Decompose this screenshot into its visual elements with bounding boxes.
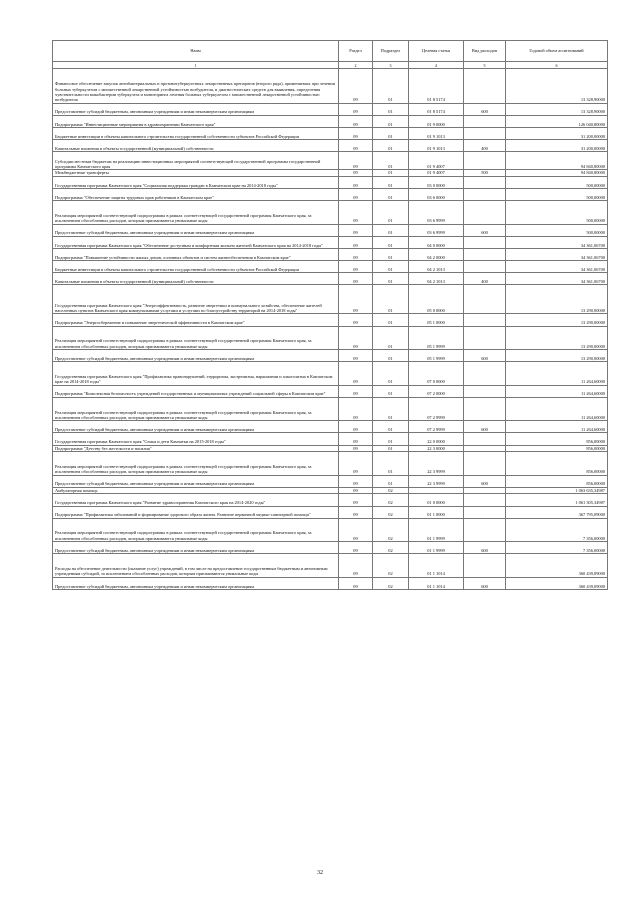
cell-target: 05 0 0000: [409, 285, 464, 314]
cell-amount: 11 264,60000: [506, 397, 608, 420]
cell-sub: 01: [373, 170, 409, 177]
cell-sub: 01: [373, 326, 409, 349]
table-row: [53, 326, 608, 349]
cell-name: Предоставление субсидий бюджетным, автономным учреждениям и иным некоммерческим организациям: [53, 542, 339, 554]
cell-exp: [464, 362, 506, 385]
cell-sub: 01: [373, 421, 409, 433]
header-row: [53, 41, 608, 62]
cell-sub: 01: [373, 127, 409, 139]
cell-name: Государственная программа Камчатского края "Энергоэффективность, развитие энергетики и коммунального хозяйства, обеспечение жителей населенных пунктов Камчатского края коммунальными услугами и услугами по благоустройству территорий на 2014-2018 годы": [53, 285, 339, 314]
table-row: [53, 577, 608, 589]
cell-sub: 01: [373, 103, 409, 115]
cell-name: Подпрограмма "Детству без жестокости и насилия": [53, 445, 339, 452]
table-row: [53, 103, 608, 115]
cell-amount: 11 264,60000: [506, 362, 608, 385]
cell-exp: [464, 314, 506, 326]
index-cell: 5: [464, 62, 506, 69]
cell-amount: 856,00000: [506, 433, 608, 445]
cell-target: 07 0 0000: [409, 362, 464, 385]
cell-sub: 01: [373, 445, 409, 452]
cell-target: 01 9 1013: [409, 140, 464, 152]
cell-target: 22 3 0000: [409, 445, 464, 452]
cell-amount: 856,00000: [506, 445, 608, 452]
cell-name: Предоставление субсидий бюджетным, автономным учреждениям и иным некоммерческим организациям: [53, 421, 339, 433]
table-row: [53, 152, 608, 170]
cell-sec: 09: [339, 506, 373, 518]
table-row: [53, 188, 608, 200]
table-row: [53, 475, 608, 487]
cell-target: 01 8 5174: [409, 69, 464, 104]
cell-target: 01 8 5174: [409, 103, 464, 115]
table-row: [53, 285, 608, 314]
col-expense-header: Вид расходов: [464, 41, 506, 62]
cell-amount: 367 795,09000: [506, 506, 608, 518]
table-row: [53, 397, 608, 420]
cell-sec: 09: [339, 494, 373, 506]
index-cell: 6: [506, 62, 608, 69]
cell-amount: 360 439,09000: [506, 577, 608, 589]
cell-name: Подпрограмма "Комплексная безопасность учреждений государственных и муниципальных учреждений социальной сферы в Камчатском крае": [53, 385, 339, 397]
cell-name: Предоставление субсидий бюджетным, автономным учреждениям и иным некоммерческим организациям: [53, 577, 339, 589]
cell-sub: 02: [373, 577, 409, 589]
table-row: [53, 385, 608, 397]
table-row: [53, 314, 608, 326]
cell-sub: 01: [373, 475, 409, 487]
cell-sub: 01: [373, 350, 409, 362]
index-cell: 2: [339, 62, 373, 69]
cell-sub: 01: [373, 69, 409, 104]
table-row: [53, 421, 608, 433]
cell-name: Государственная программа Камчатского края "Развитие здравоохранения Камчатского края на 2014-2020 годы": [53, 494, 339, 506]
cell-amount: 360 439,09000: [506, 554, 608, 577]
cell-target: 05 1 9999: [409, 326, 464, 349]
cell-amount: 34 361,06700: [506, 236, 608, 248]
cell-target: 04 2 1013: [409, 261, 464, 273]
cell-name: Межбюджетные трансферты: [53, 170, 339, 177]
table-row: [53, 433, 608, 445]
cell-exp: [464, 261, 506, 273]
cell-target: 07 2 9999: [409, 421, 464, 433]
table-row: [53, 273, 608, 285]
table-row: [53, 554, 608, 577]
cell-exp: [464, 176, 506, 188]
cell-sec: 09: [339, 152, 373, 170]
cell-amount: 500,00000: [506, 201, 608, 224]
cell-name: Государственная программа Камчатского края "Социальная поддержка граждан в Камчатском крае на 2014-2018 годы": [53, 176, 339, 188]
cell-amount: 856,00000: [506, 475, 608, 487]
cell-sec: 09: [339, 452, 373, 475]
table-row: [53, 170, 608, 177]
cell-exp: [464, 127, 506, 139]
col-subsection-header: Подраздел: [373, 41, 409, 62]
cell-name: Предоставление субсидий бюджетным, автономным учреждениям и иным некоммерческим организациям: [53, 224, 339, 236]
cell-sub: 02: [373, 487, 409, 494]
cell-sec: 09: [339, 542, 373, 554]
cell-amount: 7 356,00000: [506, 542, 608, 554]
cell-sub: 01: [373, 385, 409, 397]
cell-target: [409, 487, 464, 494]
cell-target: 01 1 9999: [409, 542, 464, 554]
cell-exp: [464, 452, 506, 475]
cell-exp: [464, 433, 506, 445]
cell-sec: 09: [339, 69, 373, 104]
cell-sec: 09: [339, 385, 373, 397]
cell-sec: 09: [339, 554, 373, 577]
cell-target: 03 6 9999: [409, 201, 464, 224]
cell-target: 01 9 4007: [409, 170, 464, 177]
cell-amount: 126 040,80000: [506, 115, 608, 127]
cell-exp: [464, 518, 506, 541]
cell-sub: 01: [373, 273, 409, 285]
table-row: [53, 518, 608, 541]
cell-sec: 09: [339, 176, 373, 188]
cell-target: 01 9 0000: [409, 115, 464, 127]
cell-sub: 01: [373, 397, 409, 420]
cell-sub: 01: [373, 362, 409, 385]
cell-sec: 09: [339, 170, 373, 177]
table-row: [53, 452, 608, 475]
cell-sub: 01: [373, 224, 409, 236]
cell-amount: 13 290,00000: [506, 314, 608, 326]
cell-sec: 09: [339, 248, 373, 260]
cell-name: Амбулаторная помощь: [53, 487, 339, 494]
cell-exp: [464, 506, 506, 518]
cell-sub: 02: [373, 554, 409, 577]
cell-name: Реализация мероприятий соответствующей подпрограммы в рамках соответствующей государственной программы Камчатского края, за исключением обособленных расходов, которым присваиваются уникальные коды: [53, 452, 339, 475]
cell-exp: 600: [464, 475, 506, 487]
cell-target: 04 2 0000: [409, 248, 464, 260]
cell-amount: 500,00000: [506, 224, 608, 236]
cell-exp: [464, 152, 506, 170]
cell-sec: 09: [339, 518, 373, 541]
cell-amount: 34 361,06700: [506, 248, 608, 260]
cell-name: Реализация мероприятий соответствующей подпрограммы в рамках соответствующей государственной программы Камчатского края, за исключением обособленных расходов, которым присваиваются уникальные коды: [53, 201, 339, 224]
table-row: [53, 494, 608, 506]
cell-exp: 600: [464, 577, 506, 589]
cell-sub: 01: [373, 188, 409, 200]
cell-sec: 09: [339, 236, 373, 248]
cell-sec: 09: [339, 475, 373, 487]
cell-sec: 09: [339, 350, 373, 362]
cell-target: 01 1 1014: [409, 577, 464, 589]
cell-amount: 94 840,80000: [506, 170, 608, 177]
cell-sub: 02: [373, 542, 409, 554]
cell-name: Государственная программа Камчатского края "Семья и дети Камчатки на 2015-2018 годы": [53, 433, 339, 445]
cell-amount: 94 840,80000: [506, 152, 608, 170]
cell-sub: 01: [373, 152, 409, 170]
cell-target: 03 0 0000: [409, 176, 464, 188]
page-number: 32: [317, 870, 323, 876]
cell-sub: 01: [373, 140, 409, 152]
cell-amount: 31 200,00000: [506, 140, 608, 152]
index-cell: 4: [409, 62, 464, 69]
cell-exp: [464, 487, 506, 494]
cell-target: 05 1 0000: [409, 314, 464, 326]
index-row: [53, 62, 608, 69]
cell-amount: 500,00000: [506, 188, 608, 200]
cell-sec: 09: [339, 140, 373, 152]
cell-amount: 34 361,06700: [506, 273, 608, 285]
cell-sec: 09: [339, 314, 373, 326]
table-row: [53, 261, 608, 273]
cell-sub: 01: [373, 176, 409, 188]
cell-exp: [464, 445, 506, 452]
cell-exp: [464, 236, 506, 248]
table-row: [53, 542, 608, 554]
cell-amount: 500,00000: [506, 176, 608, 188]
cell-amount: 13 290,00000: [506, 350, 608, 362]
cell-sec: 09: [339, 445, 373, 452]
cell-sec: 09: [339, 273, 373, 285]
cell-sec: 09: [339, 433, 373, 445]
cell-amount: 856,00000: [506, 452, 608, 475]
cell-sec: 09: [339, 115, 373, 127]
cell-name: Расходы на обеспечение деятельности (оказание услуг) учреждений, в том числе на предоставление государственным бюджетным и автономным учреждениям субсидий, за исключением обособленных расходов, которым присваиваются уникальные коды: [53, 554, 339, 577]
cell-sec: 09: [339, 201, 373, 224]
cell-exp: [464, 115, 506, 127]
cell-sec: 09: [339, 261, 373, 273]
cell-target: 01 9 4007: [409, 152, 464, 170]
cell-sec: 09: [339, 577, 373, 589]
table-row: [53, 362, 608, 385]
cell-target: 22 0 0000: [409, 433, 464, 445]
cell-amount: 13 290,00000: [506, 326, 608, 349]
cell-sub: 01: [373, 433, 409, 445]
cell-target: 22 3 9999: [409, 452, 464, 475]
cell-target: 01 1 9999: [409, 518, 464, 541]
cell-exp: [464, 326, 506, 349]
cell-exp: [464, 188, 506, 200]
table-row: [53, 69, 608, 104]
cell-sub: 01: [373, 236, 409, 248]
cell-sec: 09: [339, 224, 373, 236]
cell-exp: 400: [464, 273, 506, 285]
cell-exp: 600: [464, 350, 506, 362]
table-row: [53, 445, 608, 452]
cell-exp: 400: [464, 140, 506, 152]
cell-sec: 09: [339, 421, 373, 433]
cell-exp: [464, 201, 506, 224]
cell-sub: 01: [373, 452, 409, 475]
cell-sec: 09: [339, 487, 373, 494]
cell-target: 22 3 9999: [409, 475, 464, 487]
cell-name: Подпрограмма "Энергосбережение и повышение энергетической эффективности в Камчатском крае": [53, 314, 339, 326]
cell-name: Реализация мероприятий соответствующей подпрограммы в рамках соответствующей государственной программы Камчатского края, за исключением обособленных расходов, которым присваиваются уникальные коды: [53, 326, 339, 349]
cell-exp: 600: [464, 103, 506, 115]
col-amount-header: Годовой объем ассигнований: [506, 41, 608, 62]
cell-name: Подпрограмма "Инвестиционные мероприятия в здравоохранении Камчатского края": [53, 115, 339, 127]
cell-amount: 7 356,00000: [506, 518, 608, 541]
table-row: [53, 487, 608, 494]
cell-name: Субсидии местным бюджетам на реализацию инвестиционных мероприятий соответствующей государственной программы государственной программы Камчатского края: [53, 152, 339, 170]
table-row: [53, 176, 608, 188]
cell-name: Капитальные вложения в объекты государственной (муниципальной) собственности: [53, 273, 339, 285]
cell-name: Реализация мероприятий соответствующей подпрограммы в рамках соответствующей государственной программы Камчатского края, за исключением обособленных расходов, которым присваиваются уникальные коды: [53, 397, 339, 420]
cell-sub: 01: [373, 261, 409, 273]
cell-name: Подпрограмма "Повышение устойчивости жилых домов, основных объектов и систем жизнеобеспечения в Камчатском крае": [53, 248, 339, 260]
cell-sec: 09: [339, 362, 373, 385]
cell-target: 05 1 9999: [409, 350, 464, 362]
cell-target: 01 1 0000: [409, 506, 464, 518]
cell-sub: 01: [373, 314, 409, 326]
cell-target: 04 2 1013: [409, 273, 464, 285]
table-row: [53, 115, 608, 127]
cell-exp: [464, 494, 506, 506]
cell-exp: [464, 397, 506, 420]
cell-name: Подпрограмма "Обеспечение защиты трудовых прав работников в Камчатском крае": [53, 188, 339, 200]
cell-sub: 02: [373, 494, 409, 506]
cell-sub: 01: [373, 201, 409, 224]
index-cell: 3: [373, 62, 409, 69]
cell-sec: 09: [339, 103, 373, 115]
cell-sub: 01: [373, 248, 409, 260]
col-section-header: Раздел: [339, 41, 373, 62]
cell-name: Государственная программа Камчатского края "Обеспечение доступным и комфортным жильем жителей Камчатского края на 2014-2018 годы": [53, 236, 339, 248]
cell-name: Предоставление субсидий бюджетным, автономным учреждениям и иным некоммерческим организациям: [53, 103, 339, 115]
table-body: [53, 62, 608, 590]
cell-amount: 11 264,60000: [506, 421, 608, 433]
cell-exp: [464, 385, 506, 397]
cell-exp: [464, 248, 506, 260]
cell-name: Капитальные вложения в объекты государственной (муниципальной) собственности: [53, 140, 339, 152]
table-row: [53, 224, 608, 236]
cell-exp: 600: [464, 421, 506, 433]
index-cell: 1: [53, 62, 339, 69]
cell-sec: 09: [339, 326, 373, 349]
cell-name: Предоставление субсидий бюджетным, автономным учреждениям и иным некоммерческим организациям: [53, 475, 339, 487]
cell-target: 07 2 9999: [409, 397, 464, 420]
cell-sec: 09: [339, 188, 373, 200]
cell-name: Реализация мероприятий соответствующей подпрограммы в рамках соответствующей государственной программы Камчатского края, за исключением обособленных расходов, которым присваиваются уникальные коды: [53, 518, 339, 541]
cell-name: Финансовое обеспечение закупок антибактериальных и противотуберкулезных лекарственных препаратов (второго ряда), применяемых при лечении больных туберкулезом с множественной лекарственной устойчивостью возбудителя, и диагностических средств для выявления, определения чувствительности микобактерии туберкулеза и мониторинга лечения больных туберкулезом с множественной лекарственной устойчивостью возбудителя: [53, 69, 339, 104]
cell-sec: 09: [339, 127, 373, 139]
cell-target: 01 0 0000: [409, 494, 464, 506]
cell-target: 01 9 1013: [409, 127, 464, 139]
cell-target: 03 6 9999: [409, 224, 464, 236]
cell-name: Государственная программа Камчатского края "Профилактика правонарушений, терроризма, экстремизма, наркомании и алкоголизма в Камчатском крае на 2014-2018 годы": [53, 362, 339, 385]
table-row: [53, 201, 608, 224]
cell-sec: 09: [339, 397, 373, 420]
cell-name: Бюджетные инвестиции в объекты капитального строительства государственной собственности субъектов Российской Федерации: [53, 261, 339, 273]
col-name-header: Наим: [53, 41, 339, 62]
cell-sec: 09: [339, 285, 373, 314]
table-row: [53, 248, 608, 260]
cell-sub: 02: [373, 506, 409, 518]
cell-target: 04 0 0000: [409, 236, 464, 248]
cell-name: Бюджетные инвестиции в объекты капитального строительства государственной собственности субъектов Российской Федерации: [53, 127, 339, 139]
cell-target: 03 6 0000: [409, 188, 464, 200]
cell-amount: 1 061 305,34987: [506, 494, 608, 506]
cell-amount: 13 290,00000: [506, 285, 608, 314]
cell-amount: 13 328,90000: [506, 103, 608, 115]
cell-exp: 600: [464, 542, 506, 554]
cell-exp: 500: [464, 170, 506, 177]
cell-amount: 1 063 635,34987: [506, 487, 608, 494]
col-target-header: Целевая статья: [409, 41, 464, 62]
table-row: [53, 140, 608, 152]
cell-target: 07 2 0000: [409, 385, 464, 397]
cell-amount: 31 200,00000: [506, 127, 608, 139]
cell-exp: [464, 285, 506, 314]
cell-sub: 01: [373, 285, 409, 314]
cell-exp: 600: [464, 224, 506, 236]
cell-sub: 02: [373, 518, 409, 541]
cell-target: 01 1 1014: [409, 554, 464, 577]
cell-name: Предоставление субсидий бюджетным, автономным учреждениям и иным некоммерческим организациям: [53, 350, 339, 362]
cell-exp: [464, 69, 506, 104]
cell-sub: 01: [373, 115, 409, 127]
cell-exp: [464, 554, 506, 577]
cell-amount: 13 328,90000: [506, 69, 608, 104]
cell-amount: 34 361,06700: [506, 261, 608, 273]
table-row: [53, 350, 608, 362]
budget-table: [52, 40, 608, 590]
cell-amount: 11 264,60000: [506, 385, 608, 397]
table-row: [53, 506, 608, 518]
cell-name: Подпрограмма "Профилактика заболеваний и формирование здорового образа жизни. Развитие первичной медико-санитарной помощи": [53, 506, 339, 518]
table-row: [53, 236, 608, 248]
table-row: [53, 127, 608, 139]
